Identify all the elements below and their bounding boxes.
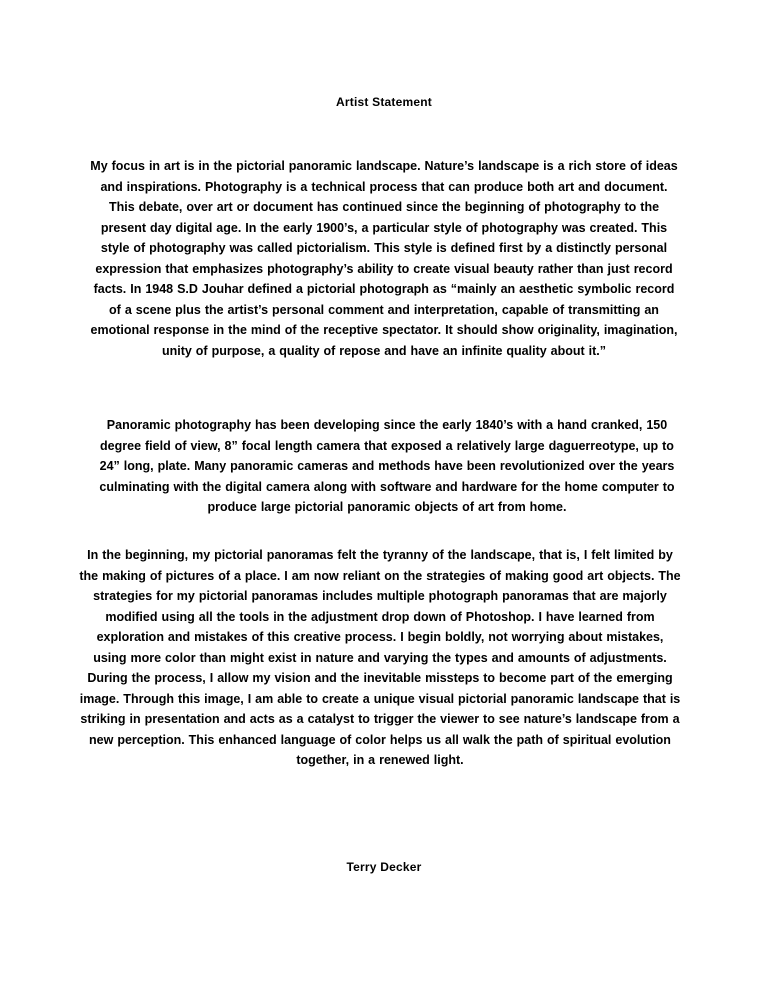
author-signature: Terry Decker	[346, 860, 422, 874]
paragraph-focus: My focus in art is in the pictorial panoramic landscape. Nature’s landscape is a rich store of ideas and inspirations. Photography is a technical process that can produce both art and document. This debate, over art or document has continued since the beginning of photography to the present day digital age. In the early 1900’s, a particular style of photography was created. This style of photography was called pictorialism. This style is defined first by a distinctly personal expression that emphasizes photography’s ability to create visual beauty rather than just record facts. In 1948 S.D Jouhar defined a pictorial photograph as “mainly an aesthetic symbolic record of a scene plus the artist’s personal comment and interpretation, capable of transmitting an emotional response in the mind of the receptive spectator. It should show originality, imagination, unity of purpose, a quality of repose and have an infinite quality about it.”	[90, 159, 678, 358]
paragraph-panoramic-history: Panoramic photography has been developing since the early 1840’s with a hand cranked, 150 degree field of view, 8” focal length camera that exposed a relatively large daguerreotype, up to 24” long, plate. Many panoramic cameras and methods have been revolutionized over the years culminating with the digital camera along with software and hardware for the home computer to produce large pictorial panoramic objects of art from home.	[99, 418, 675, 514]
page-title: Artist Statement	[336, 95, 432, 109]
paragraph-process: In the beginning, my pictorial panoramas felt the tyranny of the landscape, that is, I felt limited by the making of pictures of a place. I am now reliant on the strategies of making good art objects. The strategies for my pictorial panoramas includes multiple photograph panoramas that are majorly modified using all the tools in the adjustment drop down of Photoshop. I have learned from exploration and mistakes of this creative process. I begin boldly, not worrying about mistakes, using more color than might exist in nature and varying the types and amounts of adjustments. During the process, I allow my vision and the inevitable missteps to become part of the emerging image. Through this image, I am able to create a unique visual pictorial panoramic landscape that is striking in presentation and acts as a catalyst to trigger the viewer to see nature’s landscape from a new perception. This enhanced language of color helps us all walk the path of spiritual evolution together, in a renewed light.	[79, 548, 681, 767]
